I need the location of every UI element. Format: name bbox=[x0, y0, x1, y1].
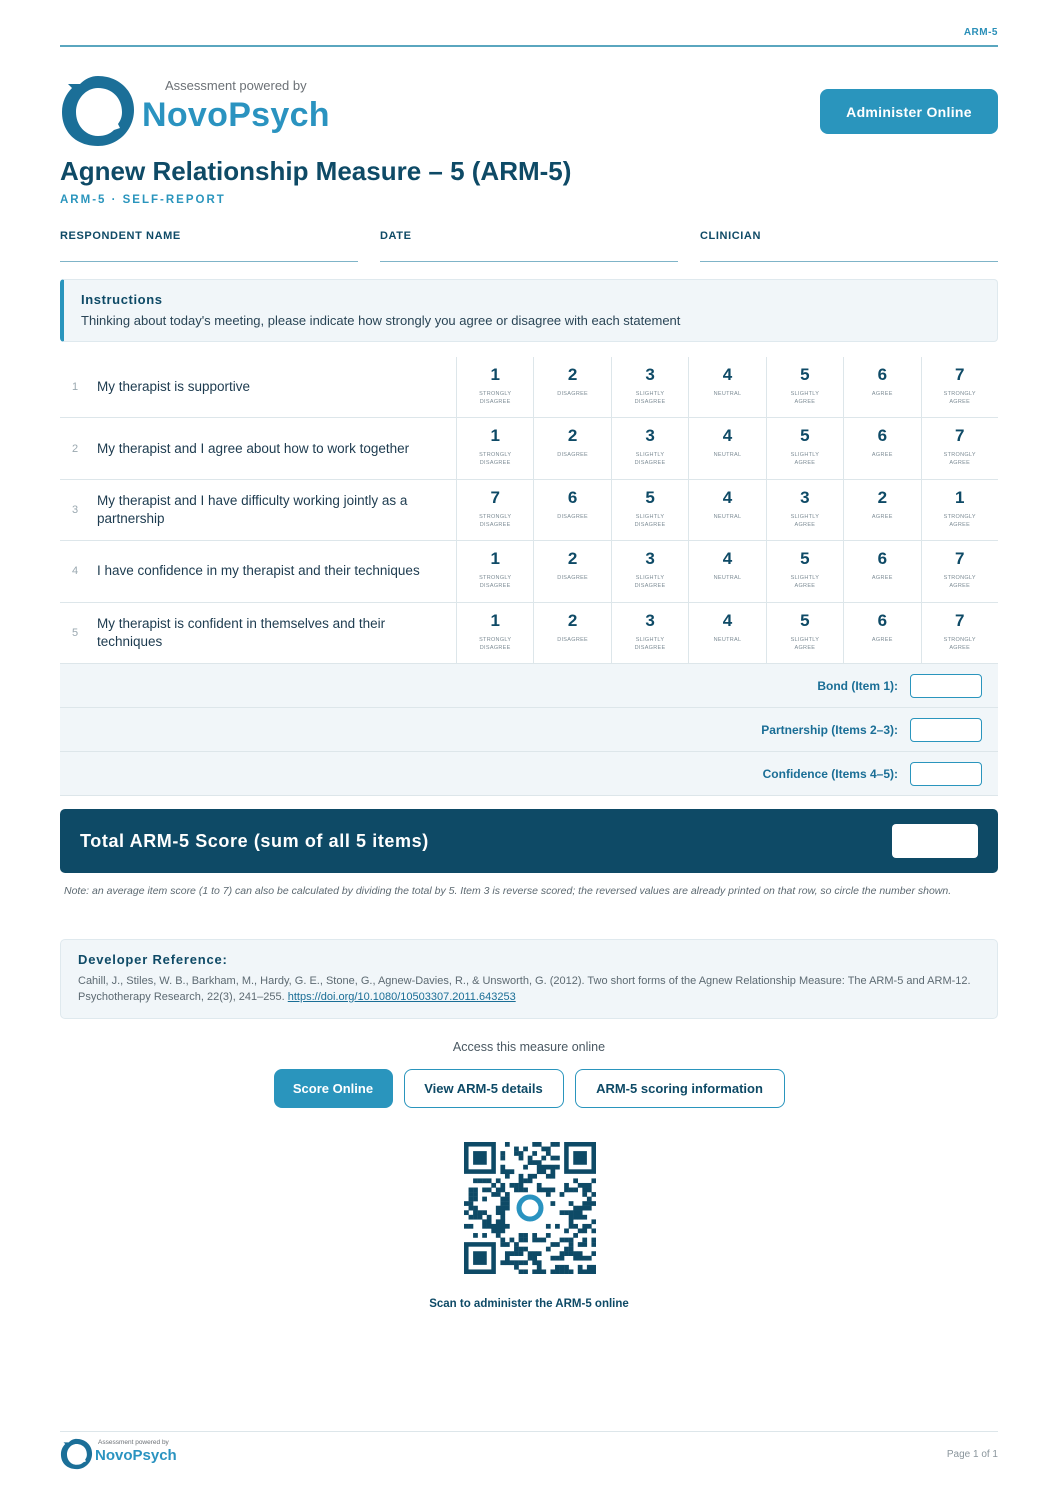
option-value: 1 bbox=[490, 365, 500, 384]
option-value: 2 bbox=[567, 365, 578, 384]
item-statement: My therapist and I agree about how to work together bbox=[97, 440, 410, 456]
response-option[interactable] bbox=[611, 603, 688, 663]
response-option[interactable] bbox=[766, 480, 843, 540]
option-label: AGREE bbox=[871, 636, 893, 643]
scoring-information-button[interactable]: ARM-5 scoring information bbox=[575, 1069, 785, 1108]
response-option[interactable] bbox=[688, 541, 765, 601]
view-details-button[interactable]: View ARM-5 details bbox=[404, 1069, 564, 1108]
subscale-row-bond bbox=[60, 664, 998, 708]
option-value: 3 bbox=[800, 487, 810, 507]
option-value: 2 bbox=[877, 487, 888, 507]
response-option[interactable] bbox=[843, 480, 920, 540]
option-value: 5 bbox=[800, 549, 810, 569]
novopsych-logo bbox=[60, 74, 350, 150]
response-option[interactable] bbox=[766, 357, 843, 417]
option-value: 1 bbox=[490, 426, 500, 446]
item-row bbox=[60, 480, 998, 541]
response-option[interactable] bbox=[456, 541, 533, 601]
response-option[interactable] bbox=[611, 541, 688, 601]
logo-name: NovoPsych bbox=[142, 96, 330, 134]
response-option[interactable] bbox=[766, 541, 843, 601]
response-option[interactable] bbox=[533, 357, 610, 417]
option-label: NEUTRAL bbox=[713, 636, 742, 643]
response-option[interactable] bbox=[921, 603, 998, 663]
logo-powered-text: Assessment powered by bbox=[165, 78, 307, 93]
response-option[interactable] bbox=[456, 357, 533, 417]
clinician-label: CLINICIAN bbox=[700, 230, 762, 242]
response-option[interactable] bbox=[533, 480, 610, 540]
option-value: 5 bbox=[800, 610, 810, 630]
option-value: 7 bbox=[955, 365, 965, 384]
response-option[interactable] bbox=[843, 541, 920, 601]
item-statement: My therapist is confident in themselves and their techniques bbox=[97, 615, 386, 649]
option-label: STRONGLY DISAGREE bbox=[479, 452, 512, 467]
response-option[interactable] bbox=[766, 603, 843, 663]
option-label: SLIGHTLY AGREE bbox=[790, 575, 820, 590]
total-score-bar bbox=[60, 809, 998, 873]
page-number: Page 1 of 1 bbox=[946, 1449, 998, 1460]
response-options bbox=[456, 541, 998, 601]
option-value: 7 bbox=[955, 426, 965, 446]
option-label: STRONGLY DISAGREE bbox=[479, 636, 512, 651]
option-label: STRONGLY AGREE bbox=[943, 513, 976, 528]
item-list bbox=[60, 357, 998, 664]
option-label: SLIGHTLY DISAGREE bbox=[634, 513, 666, 528]
option-value: 6 bbox=[877, 365, 888, 384]
option-label: DISAGREE bbox=[557, 452, 589, 459]
option-label: SLIGHTLY AGREE bbox=[790, 391, 820, 405]
option-value: 5 bbox=[645, 487, 655, 507]
access-heading: Access this measure online bbox=[452, 1040, 606, 1054]
option-label: AGREE bbox=[871, 513, 893, 520]
response-option[interactable] bbox=[688, 603, 765, 663]
response-option[interactable] bbox=[533, 418, 610, 478]
option-label: SLIGHTLY DISAGREE bbox=[634, 391, 666, 405]
response-option[interactable] bbox=[533, 541, 610, 601]
option-label: NEUTRAL bbox=[713, 391, 742, 397]
instructions-text: Thinking about today's meeting, please indicate how strongly you agree or disagree with each statement bbox=[81, 313, 681, 328]
item-row bbox=[60, 603, 998, 664]
option-value: 4 bbox=[722, 549, 733, 569]
option-value: 7 bbox=[955, 610, 965, 630]
page-subtitle: ARM-5 · SELF-REPORT bbox=[60, 194, 226, 206]
item-row bbox=[60, 541, 998, 602]
option-value: 4 bbox=[722, 487, 733, 507]
response-options bbox=[456, 418, 998, 478]
item-row bbox=[60, 418, 998, 479]
footer-powered-text: Assessment powered by bbox=[98, 1439, 169, 1446]
option-label: SLIGHTLY DISAGREE bbox=[634, 575, 666, 590]
instructions-heading: Instructions bbox=[81, 292, 163, 307]
response-option[interactable] bbox=[611, 480, 688, 540]
option-label: STRONGLY DISAGREE bbox=[479, 513, 512, 528]
option-value: 1 bbox=[490, 549, 500, 569]
option-value: 5 bbox=[800, 365, 810, 384]
response-option[interactable] bbox=[843, 418, 920, 478]
option-label: NEUTRAL bbox=[713, 452, 742, 459]
option-value: 3 bbox=[645, 365, 655, 384]
item-number: 3 bbox=[72, 503, 79, 516]
score-online-button[interactable]: Score Online bbox=[274, 1069, 393, 1108]
item-statement: My therapist and I have difficulty working jointly as a partnership bbox=[97, 492, 408, 526]
item-number: 5 bbox=[72, 626, 79, 639]
option-value: 7 bbox=[955, 549, 965, 569]
option-value: 1 bbox=[490, 610, 500, 630]
date-label: DATE bbox=[380, 230, 412, 242]
response-option[interactable] bbox=[456, 480, 533, 540]
developer-reference-panel bbox=[60, 939, 998, 1019]
instructions-panel bbox=[60, 279, 998, 342]
option-value: 4 bbox=[722, 365, 733, 384]
option-label: NEUTRAL bbox=[713, 575, 742, 582]
option-label: SLIGHTLY AGREE bbox=[790, 636, 820, 651]
option-value: 6 bbox=[877, 549, 888, 569]
clinician-field[interactable] bbox=[700, 226, 998, 262]
option-value: 4 bbox=[722, 610, 733, 630]
response-options bbox=[456, 603, 998, 663]
option-label: AGREE bbox=[871, 391, 893, 397]
response-option[interactable] bbox=[456, 603, 533, 663]
response-option[interactable] bbox=[456, 418, 533, 478]
response-option[interactable] bbox=[921, 480, 998, 540]
administer-online-button[interactable]: Administer Online bbox=[820, 89, 998, 134]
item-number: 4 bbox=[72, 565, 79, 578]
item-number: 1 bbox=[72, 381, 79, 394]
response-option[interactable] bbox=[843, 357, 920, 417]
subscale-panel bbox=[60, 664, 998, 796]
subscale-input-partnership[interactable] bbox=[910, 718, 982, 742]
option-label: DISAGREE bbox=[557, 636, 589, 643]
option-value: 2 bbox=[567, 426, 578, 446]
response-options bbox=[456, 480, 998, 540]
citation-text: Cahill, J., Stiles, W. B., Barkham, M., Hardy, G. E., Stone, G., Agnew-Davies, R., & Unsworth, G. (2012). Two short forms of the Agnew Relationship Measure: The ARM-5 and ARM-12. Psychotherapy Research, 22(3), 241–255. bbox=[78, 975, 971, 1003]
footer-logo bbox=[60, 1437, 190, 1472]
date-field[interactable] bbox=[380, 226, 678, 262]
option-value: 2 bbox=[567, 549, 578, 569]
header-rule bbox=[60, 45, 998, 47]
option-value: 2 bbox=[567, 610, 578, 630]
option-value: 4 bbox=[722, 426, 733, 446]
option-label: NEUTRAL bbox=[713, 513, 742, 520]
assessment-page bbox=[60, 0, 998, 1497]
header-code: ARM-5 bbox=[963, 27, 998, 38]
item-statement: I have confidence in my therapist and their techniques bbox=[97, 563, 420, 579]
response-option[interactable] bbox=[688, 357, 765, 417]
footer-head-icon bbox=[60, 1438, 93, 1470]
item-number: 2 bbox=[72, 442, 79, 455]
doi-link[interactable]: https://doi.org/10.1080/10503307.2011.643253 bbox=[287, 991, 516, 1003]
total-score-input[interactable] bbox=[892, 824, 978, 858]
option-value: 3 bbox=[645, 610, 655, 630]
option-label: SLIGHTLY DISAGREE bbox=[634, 636, 666, 651]
subscale-row-confidence bbox=[60, 752, 998, 796]
option-label: STRONGLY AGREE bbox=[943, 575, 976, 590]
option-value: 3 bbox=[645, 549, 655, 569]
respondent-name-field[interactable] bbox=[60, 226, 358, 262]
respondent-name-label: RESPONDENT NAME bbox=[60, 230, 181, 242]
response-option[interactable] bbox=[921, 541, 998, 601]
response-option[interactable] bbox=[921, 418, 998, 478]
subscale-label-confidence: Confidence (Items 4–5): bbox=[762, 766, 898, 781]
footer-logo-name: NovoPsych bbox=[95, 1447, 177, 1464]
option-value: 1 bbox=[955, 487, 965, 507]
qr-code[interactable] bbox=[464, 1142, 596, 1274]
option-label: DISAGREE bbox=[557, 575, 589, 582]
subscale-row-partnership bbox=[60, 708, 998, 752]
option-label: AGREE bbox=[871, 575, 893, 582]
response-option[interactable] bbox=[766, 418, 843, 478]
option-label: STRONGLY DISAGREE bbox=[479, 575, 512, 590]
response-options bbox=[456, 357, 998, 417]
option-label: SLIGHTLY AGREE bbox=[790, 513, 820, 528]
developer-reference-heading: Developer Reference: bbox=[78, 952, 228, 967]
response-option[interactable] bbox=[688, 418, 765, 478]
option-label: DISAGREE bbox=[557, 391, 589, 397]
scoring-note: Note: an average item score (1 to 7) can also be calculated by dividing the total by 5. Item 3 is reverse scored; the reversed values are already printed on that row, so circle the number shown. bbox=[64, 885, 952, 897]
item-statement: My therapist is supportive bbox=[97, 379, 251, 395]
option-label: SLIGHTLY AGREE bbox=[790, 452, 820, 467]
access-buttons bbox=[60, 1069, 998, 1108]
response-option[interactable] bbox=[611, 357, 688, 417]
total-score-label: Total ARM-5 Score (sum of all 5 items) bbox=[80, 830, 429, 851]
option-value: 7 bbox=[490, 487, 500, 507]
option-label: STRONGLY DISAGREE bbox=[479, 391, 512, 405]
option-label: STRONGLY AGREE bbox=[943, 636, 976, 651]
subscale-label-partnership: Partnership (Items 2–3): bbox=[761, 722, 898, 737]
option-value: 6 bbox=[877, 426, 888, 446]
novopsych-head-icon bbox=[60, 74, 136, 148]
response-option[interactable] bbox=[611, 418, 688, 478]
page-title: Agnew Relationship Measure – 5 (ARM-5) bbox=[60, 156, 572, 186]
response-option[interactable] bbox=[921, 357, 998, 417]
subscale-input-bond[interactable] bbox=[910, 674, 982, 698]
response-option[interactable] bbox=[843, 603, 920, 663]
option-value: 5 bbox=[800, 426, 810, 446]
option-label: STRONGLY AGREE bbox=[943, 391, 976, 405]
option-label: DISAGREE bbox=[557, 513, 589, 520]
item-row bbox=[60, 357, 998, 418]
qr-caption: Scan to administer the ARM-5 online bbox=[429, 1298, 629, 1310]
developer-reference-text bbox=[78, 973, 981, 1005]
option-label: STRONGLY AGREE bbox=[943, 452, 976, 467]
option-value: 6 bbox=[567, 487, 578, 507]
response-option[interactable] bbox=[688, 480, 765, 540]
option-label: SLIGHTLY DISAGREE bbox=[634, 452, 666, 467]
subscale-label-bond: Bond (Item 1): bbox=[817, 678, 898, 693]
subscale-input-confidence[interactable] bbox=[910, 762, 982, 786]
option-value: 3 bbox=[645, 426, 655, 446]
response-option[interactable] bbox=[533, 603, 610, 663]
footer-rule bbox=[60, 1431, 998, 1432]
option-label: AGREE bbox=[871, 452, 893, 459]
option-value: 6 bbox=[877, 610, 888, 630]
